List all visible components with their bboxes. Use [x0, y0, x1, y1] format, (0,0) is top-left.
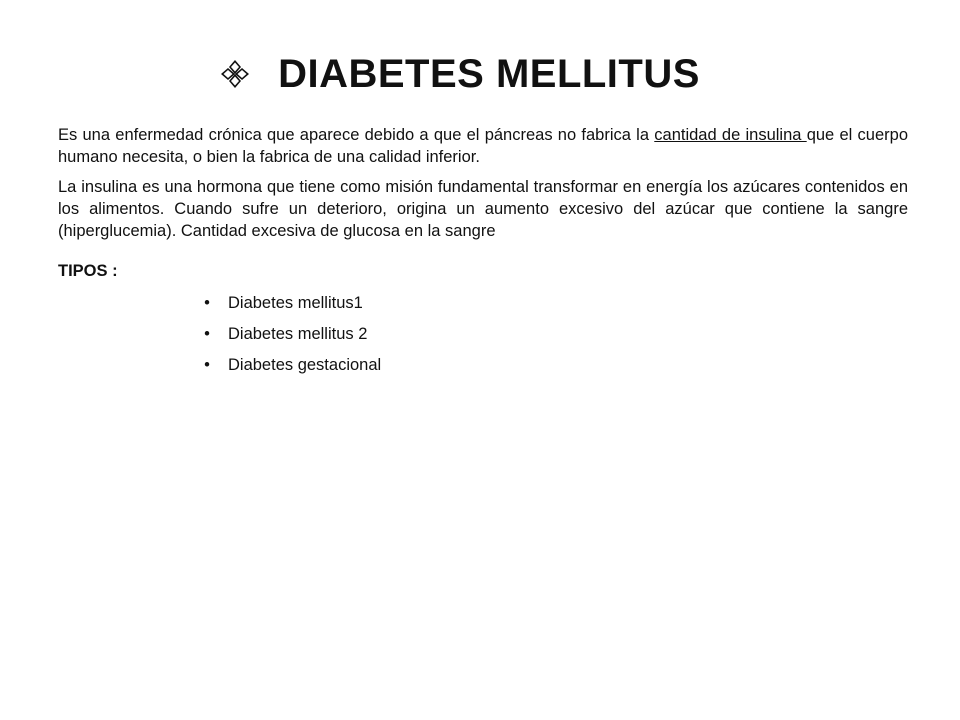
paragraph-insulin: La insulina es una hormona que tiene como misión fundamental transformar en energía los azúcares contenidos en los alimentos. Cuando sufre un deterioro, origina un aumento excesivo del azúcar que contiene la sangre (hiperglucemia). Cantidad excesiva de glucosa en la sangre: [58, 178, 908, 240]
title-row: [0, 42, 960, 106]
paragraph-definition: [58, 124, 908, 168]
slide-title: DIABETES MELLITUS: [278, 51, 700, 96]
types-label: TIPOS :: [58, 262, 118, 280]
list-item: [202, 354, 908, 376]
paragraph-definition-start: Es una enfermedad crónica que aparece debido a que el páncreas no fabrica la: [58, 126, 655, 144]
list-item: [202, 323, 908, 345]
list-item: [202, 292, 908, 314]
bullet-dot: •: [204, 356, 210, 374]
four-diamond-bullet-icon: [220, 59, 250, 89]
bullet-dot: •: [204, 325, 210, 343]
list-item-label: Diabetes gestacional: [228, 356, 382, 374]
bullet-dot: •: [204, 294, 210, 312]
paragraph-definition-underlined: cantidad de insulina: [654, 126, 807, 144]
types-list: [58, 292, 908, 376]
paragraph-definition-end: que el cuerpo humano necesita, o bien la fabrica de una calidad inferior.: [58, 126, 908, 166]
slide-body: [58, 124, 908, 385]
list-item-label: Diabetes mellitus 2: [228, 325, 368, 343]
list-item-label: Diabetes mellitus1: [228, 294, 363, 312]
